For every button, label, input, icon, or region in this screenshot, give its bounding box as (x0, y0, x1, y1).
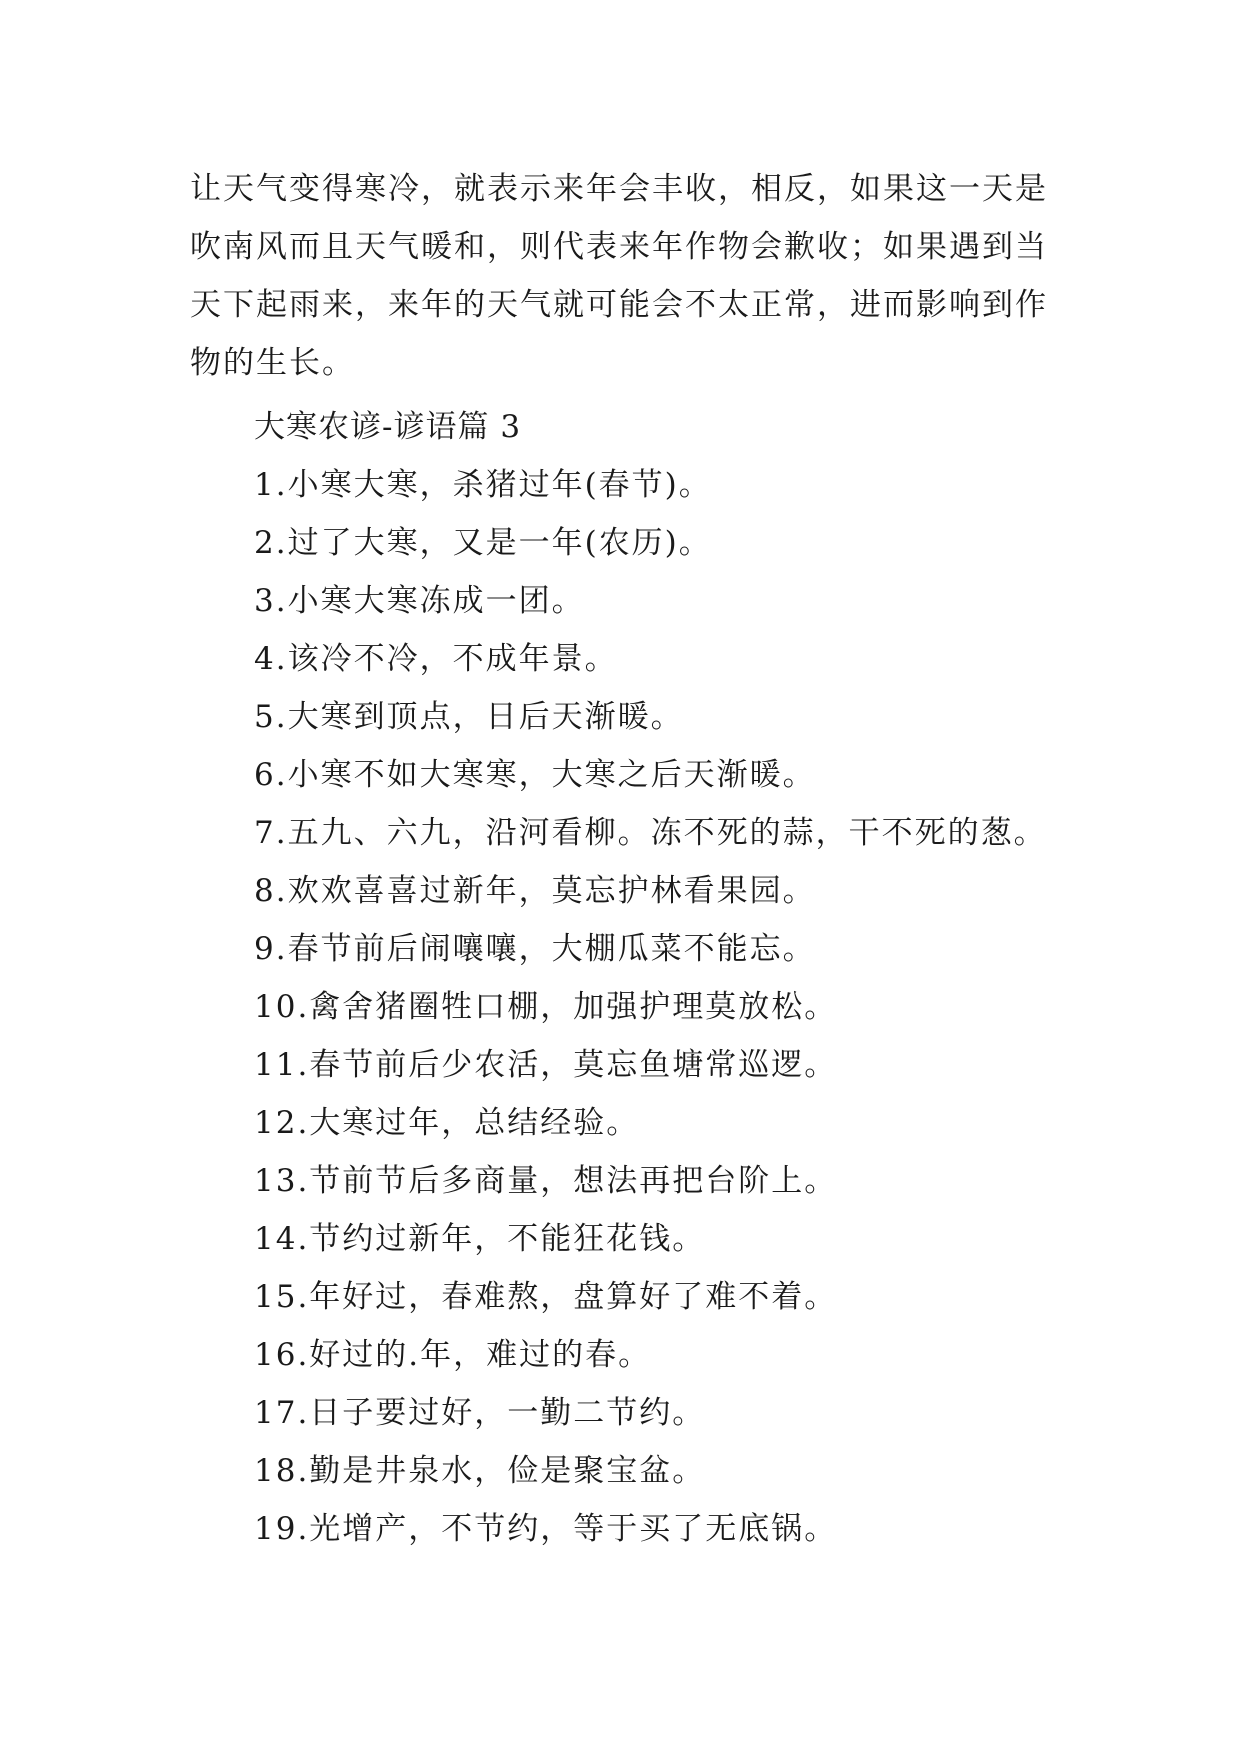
list-item: 6.小寒不如大寒寒，大寒之后天渐暖。 (254, 757, 816, 793)
list-item: 1.小寒大寒，杀猪过年(春节)。 (254, 467, 712, 503)
paragraph-line: 吹南风而且天气暖和，则代表来年作物会歉收；如果遇到当 (190, 229, 1048, 265)
list-item: 12.大寒过年，总结经验。 (254, 1105, 640, 1141)
list-item: 9.春节前后闹嚷嚷，大棚瓜菜不能忘。 (254, 931, 816, 967)
list-item: 16.好过的.年，难过的春。 (254, 1337, 652, 1373)
intro-paragraph (190, 160, 1070, 392)
list-item: 7.五九、六九，沿河看柳。冻不死的蒜，干不死的葱。 (254, 815, 1047, 851)
paragraph-line: 物的生长。 (190, 345, 355, 381)
list-item: 19.光增产，不节约，等于买了无底锅。 (254, 1511, 838, 1547)
list-item: 4.该冷不冷，不成年景。 (254, 641, 618, 677)
list-item: 18.勤是井泉水，俭是聚宝盆。 (254, 1453, 706, 1489)
list-item: 8.欢欢喜喜过新年，莫忘护林看果园。 (254, 873, 816, 909)
proverb-section (254, 398, 1154, 1558)
list-item: 2.过了大寒，又是一年(农历)。 (254, 525, 712, 561)
list-item: 13.节前节后多商量，想法再把台阶上。 (254, 1163, 838, 1199)
list-item: 10.禽舍猪圈牲口棚，加强护理莫放松。 (254, 989, 838, 1025)
paragraph-line: 让天气变得寒冷，就表示来年会丰收，相反，如果这一天是 (190, 171, 1048, 207)
list-item: 5.大寒到顶点，日后天渐暖。 (254, 699, 684, 735)
list-item: 17.日子要过好，一勤二节约。 (254, 1395, 706, 1431)
list-item: 3.小寒大寒冻成一团。 (254, 583, 585, 619)
section-heading: 大寒农谚-谚语篇 3 (254, 409, 522, 445)
paragraph-line: 天下起雨来，来年的天气就可能会不太正常，进而影响到作 (190, 287, 1048, 323)
list-item: 11.春节前后少农活，莫忘鱼塘常巡逻。 (254, 1047, 838, 1083)
list-item: 14.节约过新年，不能狂花钱。 (254, 1221, 706, 1257)
list-item: 15.年好过，春难熬，盘算好了难不着。 (254, 1279, 838, 1315)
